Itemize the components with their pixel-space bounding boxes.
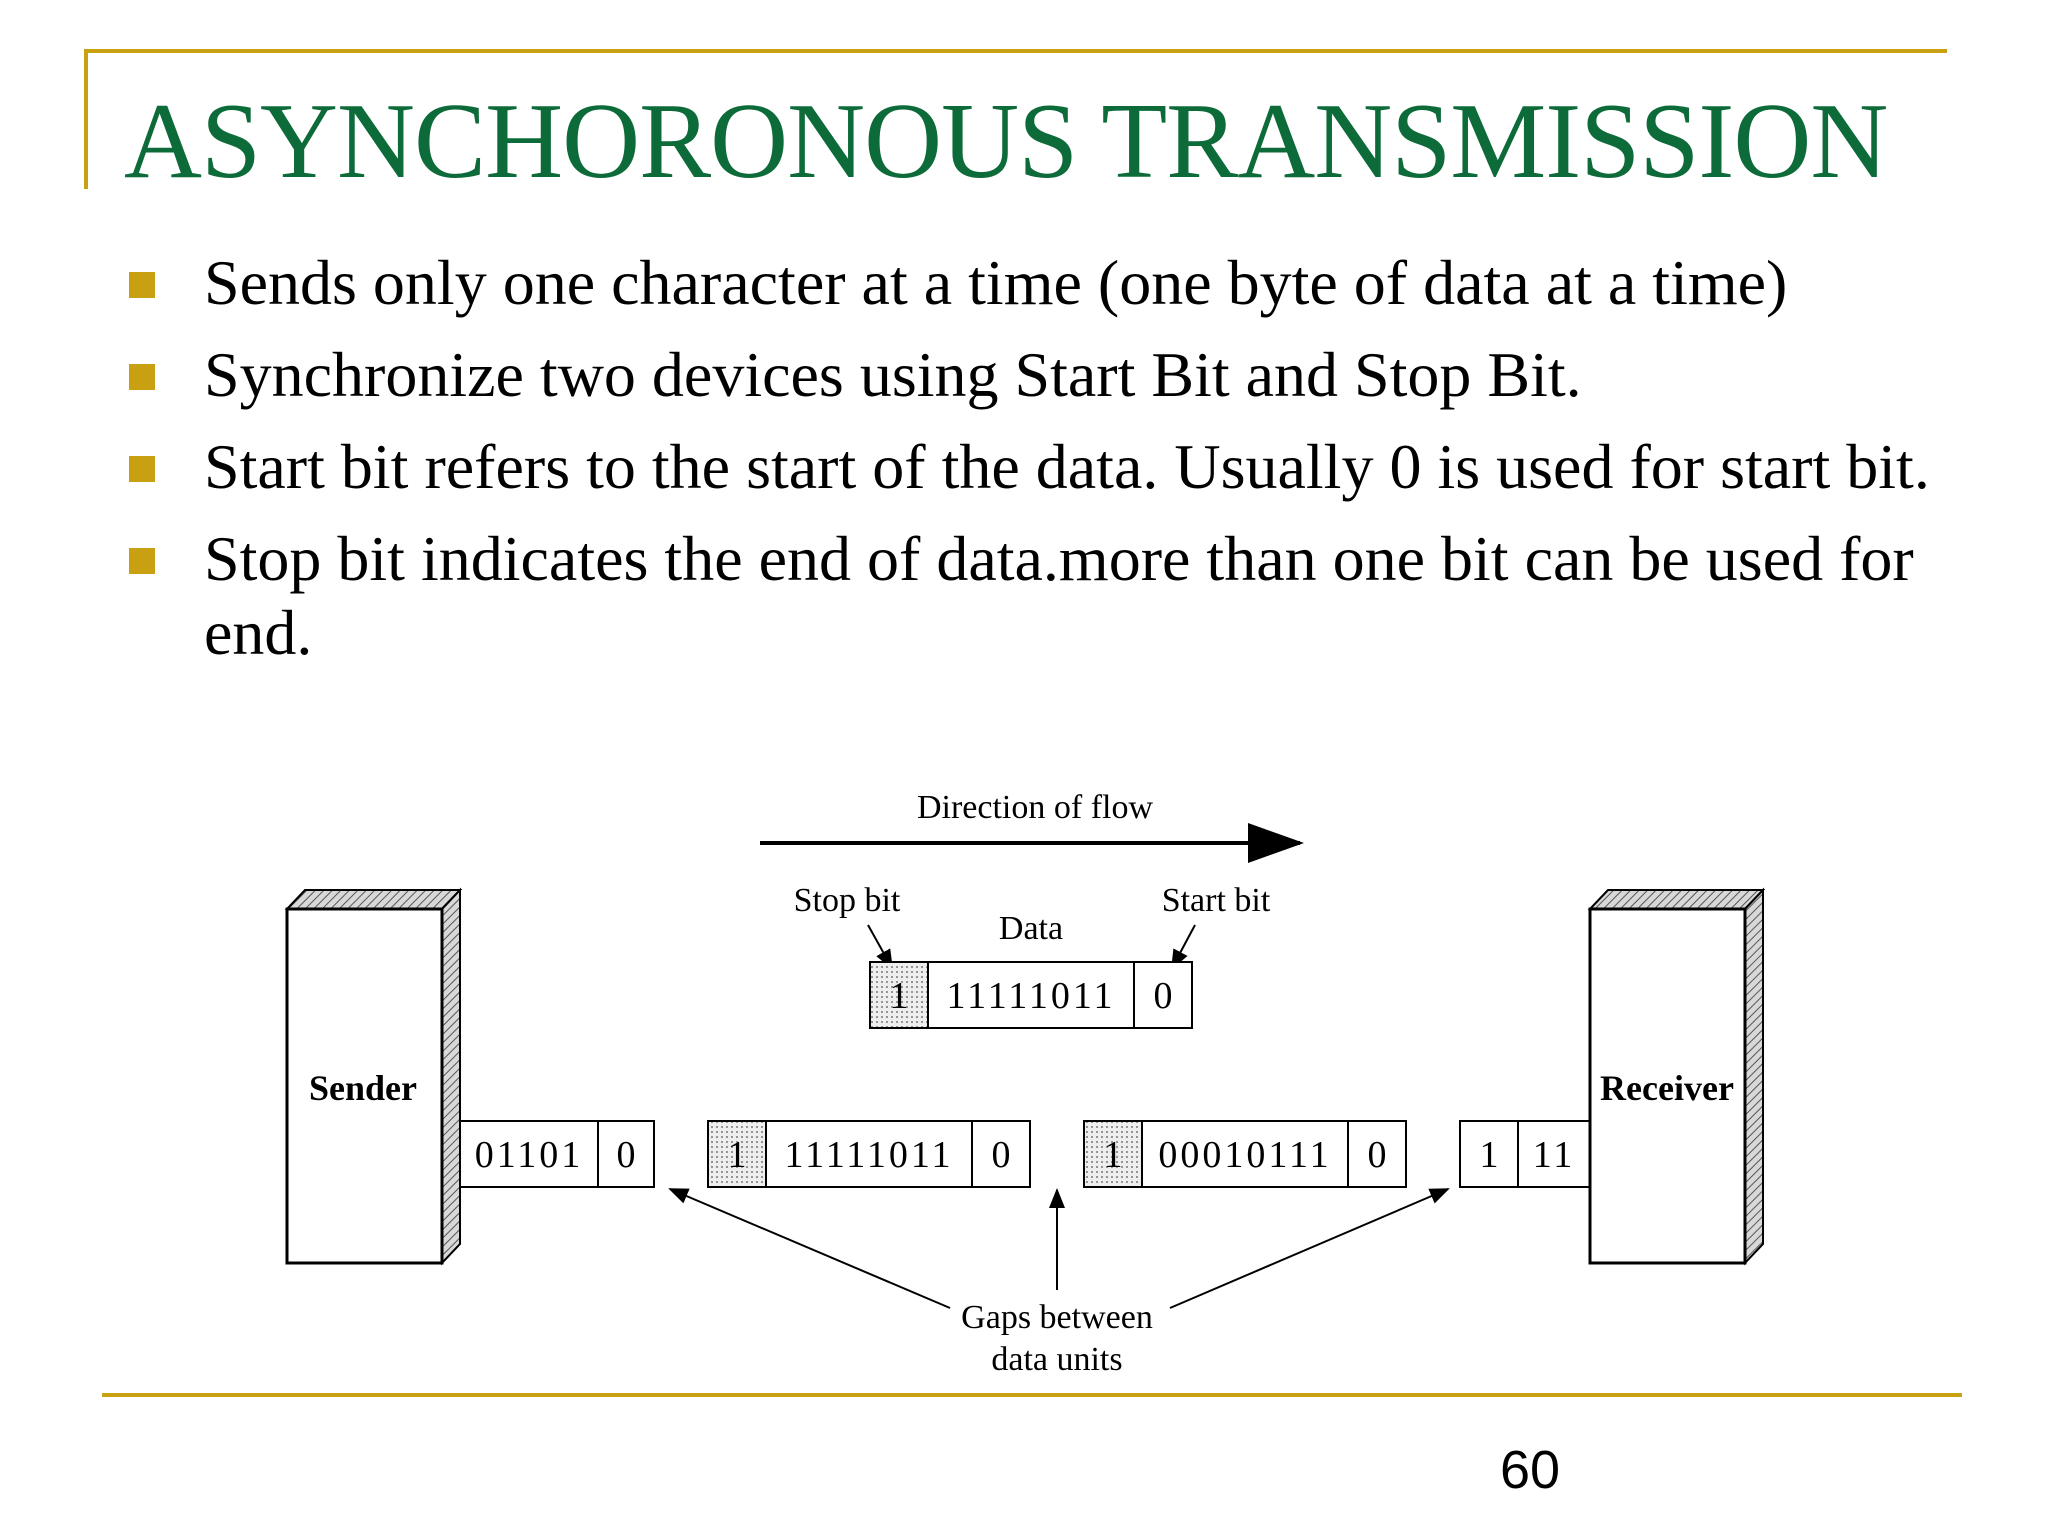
data-unit-1 — [708, 1121, 1030, 1187]
frame-stop-value: 1 — [889, 975, 909, 1017]
start-bit-label: Start bit — [1161, 882, 1271, 919]
unit-2-stop-value: 1 — [1103, 1134, 1123, 1176]
data-label: Data — [998, 910, 1064, 947]
receiver-side-face — [1745, 890, 1763, 1263]
unit-2-start-value: 0 — [1367, 1134, 1387, 1176]
unit-1-data-value: 11111011 — [784, 1134, 954, 1176]
data-unit-2 — [1084, 1121, 1406, 1187]
sender-partial-start-value: 0 — [616, 1134, 636, 1176]
bullet-text: Start bit refers to the start of the data. Usually 0 is used for start bit. — [204, 431, 1930, 502]
receiver-top-face — [1590, 890, 1763, 909]
frame-example — [870, 962, 1192, 1028]
receiver-partial-stop-value: 1 — [1479, 1134, 1499, 1176]
unit-1-start-value: 0 — [991, 1134, 1011, 1176]
stop-bit-label: Stop bit — [793, 882, 901, 919]
sender-top-face — [287, 890, 460, 909]
sender-box — [287, 890, 460, 1263]
direction-label: Direction of flow — [916, 789, 1154, 826]
sender-label: Sender — [309, 1068, 417, 1108]
bullet-text: Stop bit indicates the end of data.more than one bit can be used for end. — [204, 523, 1914, 668]
slide-title: ASYNCHORONOUS TRANSMISSION — [124, 82, 1888, 201]
gaps-label-line-2: data units — [991, 1341, 1123, 1378]
frame-data-value: 11111011 — [946, 975, 1116, 1017]
bullet-text: Sends only one character at a time (one byte of data at a time) — [204, 247, 1788, 318]
sender-partial-data-value: 01101 — [474, 1134, 584, 1176]
receiver-box — [1590, 890, 1763, 1263]
bottom-accent-rule — [102, 1393, 1962, 1397]
sender-partial-unit — [460, 1121, 654, 1187]
gap-arrow-right — [1170, 1189, 1448, 1308]
gap-arrow-left — [670, 1189, 950, 1308]
frame-start-value: 0 — [1153, 975, 1173, 1017]
receiver-partial-unit — [1460, 1121, 1590, 1187]
unit-2-data-value: 00010111 — [1158, 1134, 1332, 1176]
sender-side-face — [442, 890, 460, 1263]
bullet-text: Synchronize two devices using Start Bit and Stop Bit. — [204, 339, 1582, 410]
receiver-partial-data-value: 11 — [1532, 1134, 1576, 1176]
unit-1-stop-value: 1 — [727, 1134, 747, 1176]
page-number: 60 — [1499, 1440, 1561, 1500]
receiver-label: Receiver — [1600, 1068, 1734, 1108]
gaps-label-line-1: Gaps between — [961, 1299, 1153, 1336]
